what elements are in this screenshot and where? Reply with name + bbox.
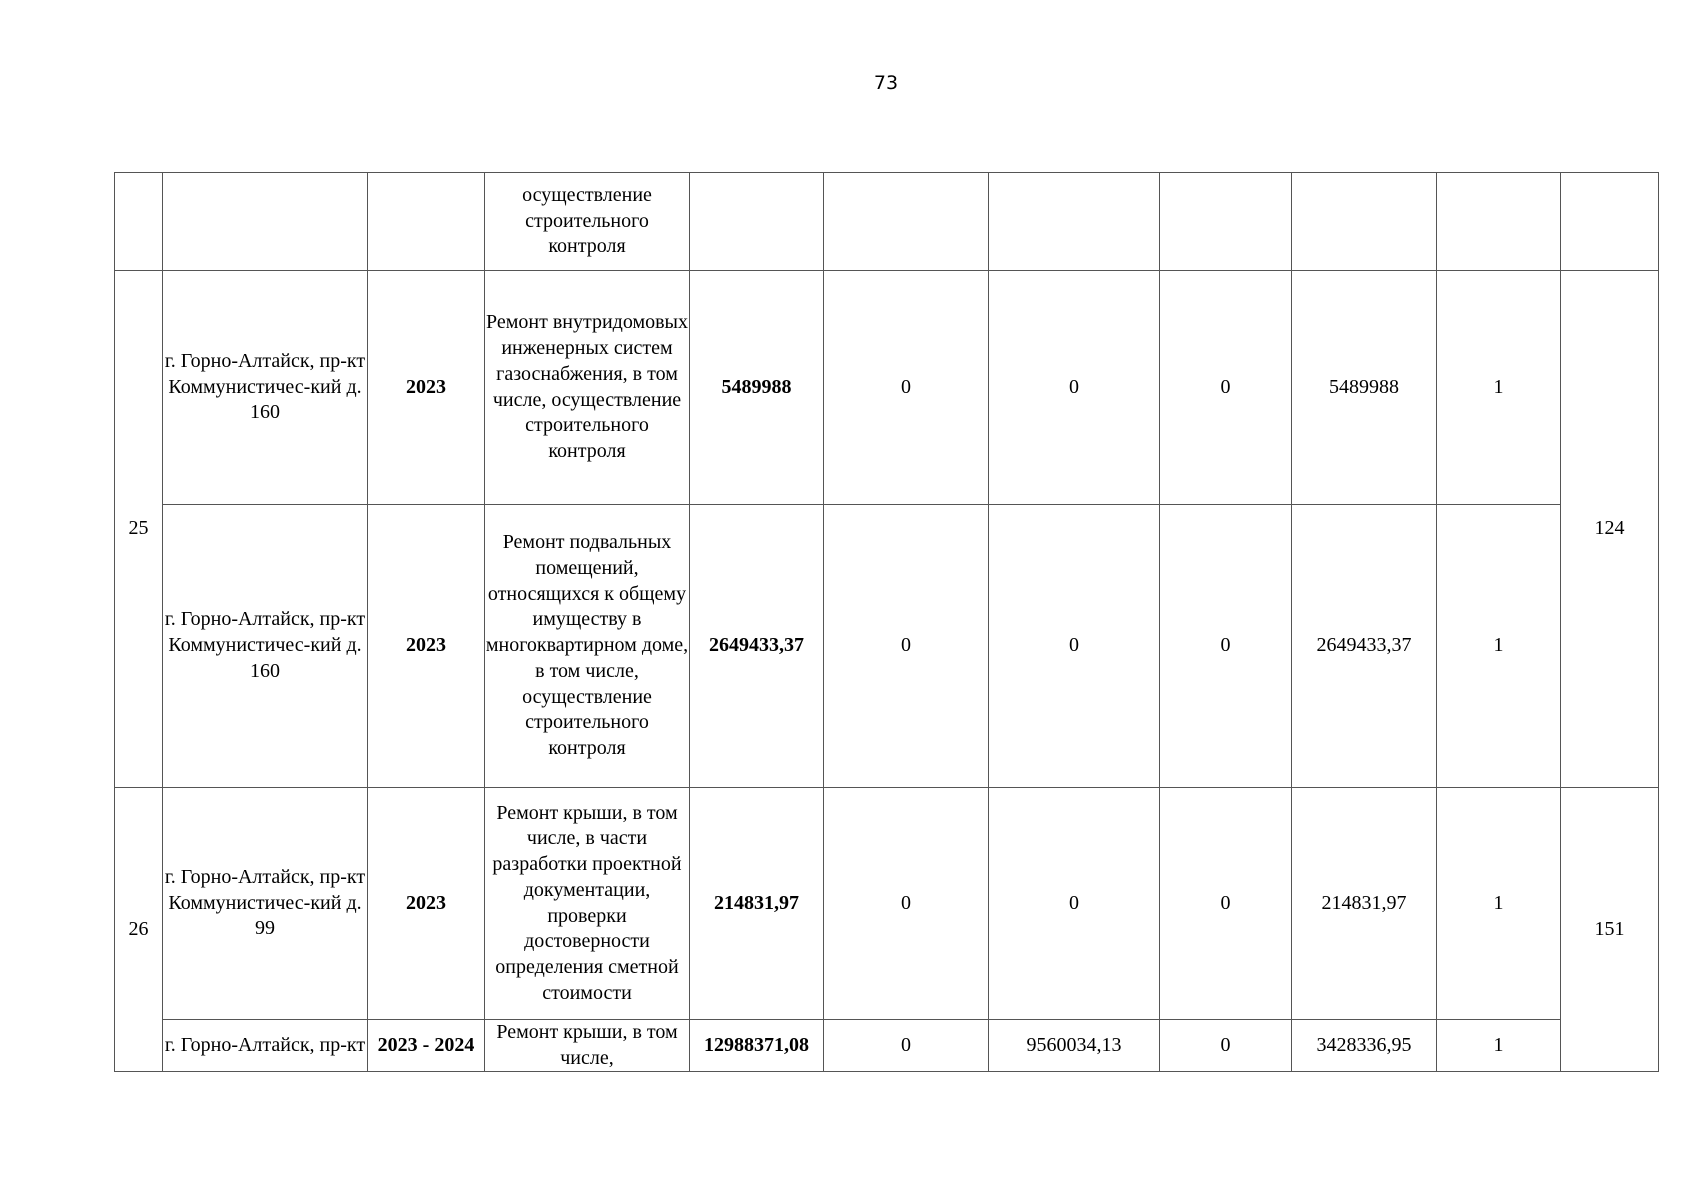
cost-cell: 0	[989, 505, 1160, 788]
cost-cell: 214831,97	[1292, 788, 1437, 1020]
cost-cell	[1160, 173, 1292, 271]
work-type-cell: осуществление строительного контроля	[485, 173, 690, 271]
work-type-cell: Ремонт крыши, в том числе,	[485, 1020, 690, 1072]
last-col-cell: 151	[1561, 788, 1659, 1072]
year-cell: 2023	[368, 788, 485, 1020]
cost-cell: 0	[989, 788, 1160, 1020]
year-cell: 2023	[368, 271, 485, 505]
cost-cell: 0	[1160, 271, 1292, 505]
cost-cell	[824, 173, 989, 271]
number-cell: 25	[115, 271, 163, 788]
count-cell: 1	[1437, 788, 1561, 1020]
year-cell: 2023	[368, 505, 485, 788]
table-row	[115, 271, 1659, 505]
cost-cell: 0	[989, 271, 1160, 505]
program-table	[114, 172, 1659, 1072]
cost-cell: 5489988	[1292, 271, 1437, 505]
number-cell	[115, 173, 163, 271]
cost-cell: 9560034,13	[989, 1020, 1160, 1072]
address-cell: г. Горно-Алтайск, пр-кт	[163, 1020, 368, 1072]
year-cell: 2023 - 2024	[368, 1020, 485, 1072]
table-row	[115, 173, 1659, 271]
table-row	[115, 788, 1659, 1020]
total-cost-cell: 12988371,08	[690, 1020, 824, 1072]
cost-cell: 0	[824, 505, 989, 788]
count-cell: 1	[1437, 1020, 1561, 1072]
count-cell: 1	[1437, 505, 1561, 788]
cost-cell: 2649433,37	[1292, 505, 1437, 788]
work-type-cell: Ремонт внутридомовых инженерных систем газоснабжения, в том числе, осуществление строительного контроля	[485, 271, 690, 505]
address-cell	[163, 173, 368, 271]
address-cell: г. Горно-Алтайск, пр-кт Коммунистичес-кий д. 160	[163, 271, 368, 505]
last-col-cell: 124	[1561, 271, 1659, 788]
work-type-cell: Ремонт крыши, в том числе, в части разработки проектной документации, проверки достоверности определения сметной стоимости	[485, 788, 690, 1020]
total-cost-cell	[690, 173, 824, 271]
number-cell: 26	[115, 788, 163, 1072]
work-type-cell: Ремонт подвальных помещений, относящихся к общему имуществу в многоквартирном доме, в том числе, осуществление строительного контроля	[485, 505, 690, 788]
count-cell	[1437, 173, 1561, 271]
address-cell: г. Горно-Алтайск, пр-кт Коммунистичес-кий д. 160	[163, 505, 368, 788]
cost-cell: 0	[824, 271, 989, 505]
cost-cell: 0	[824, 788, 989, 1020]
total-cost-cell: 5489988	[690, 271, 824, 505]
cost-cell: 0	[1160, 1020, 1292, 1072]
year-cell	[368, 173, 485, 271]
cost-cell: 0	[824, 1020, 989, 1072]
cost-cell	[1292, 173, 1437, 271]
address-cell: г. Горно-Алтайск, пр-кт Коммунистичес-кий д. 99	[163, 788, 368, 1020]
table-row	[115, 505, 1659, 788]
last-col-cell	[1561, 173, 1659, 271]
total-cost-cell: 214831,97	[690, 788, 824, 1020]
count-cell: 1	[1437, 271, 1561, 505]
total-cost-cell: 2649433,37	[690, 505, 824, 788]
page-number: 73	[873, 72, 899, 94]
cost-cell: 0	[1160, 505, 1292, 788]
cost-cell: 3428336,95	[1292, 1020, 1437, 1072]
table-row	[115, 1020, 1659, 1072]
cost-cell: 0	[1160, 788, 1292, 1020]
cost-cell	[989, 173, 1160, 271]
